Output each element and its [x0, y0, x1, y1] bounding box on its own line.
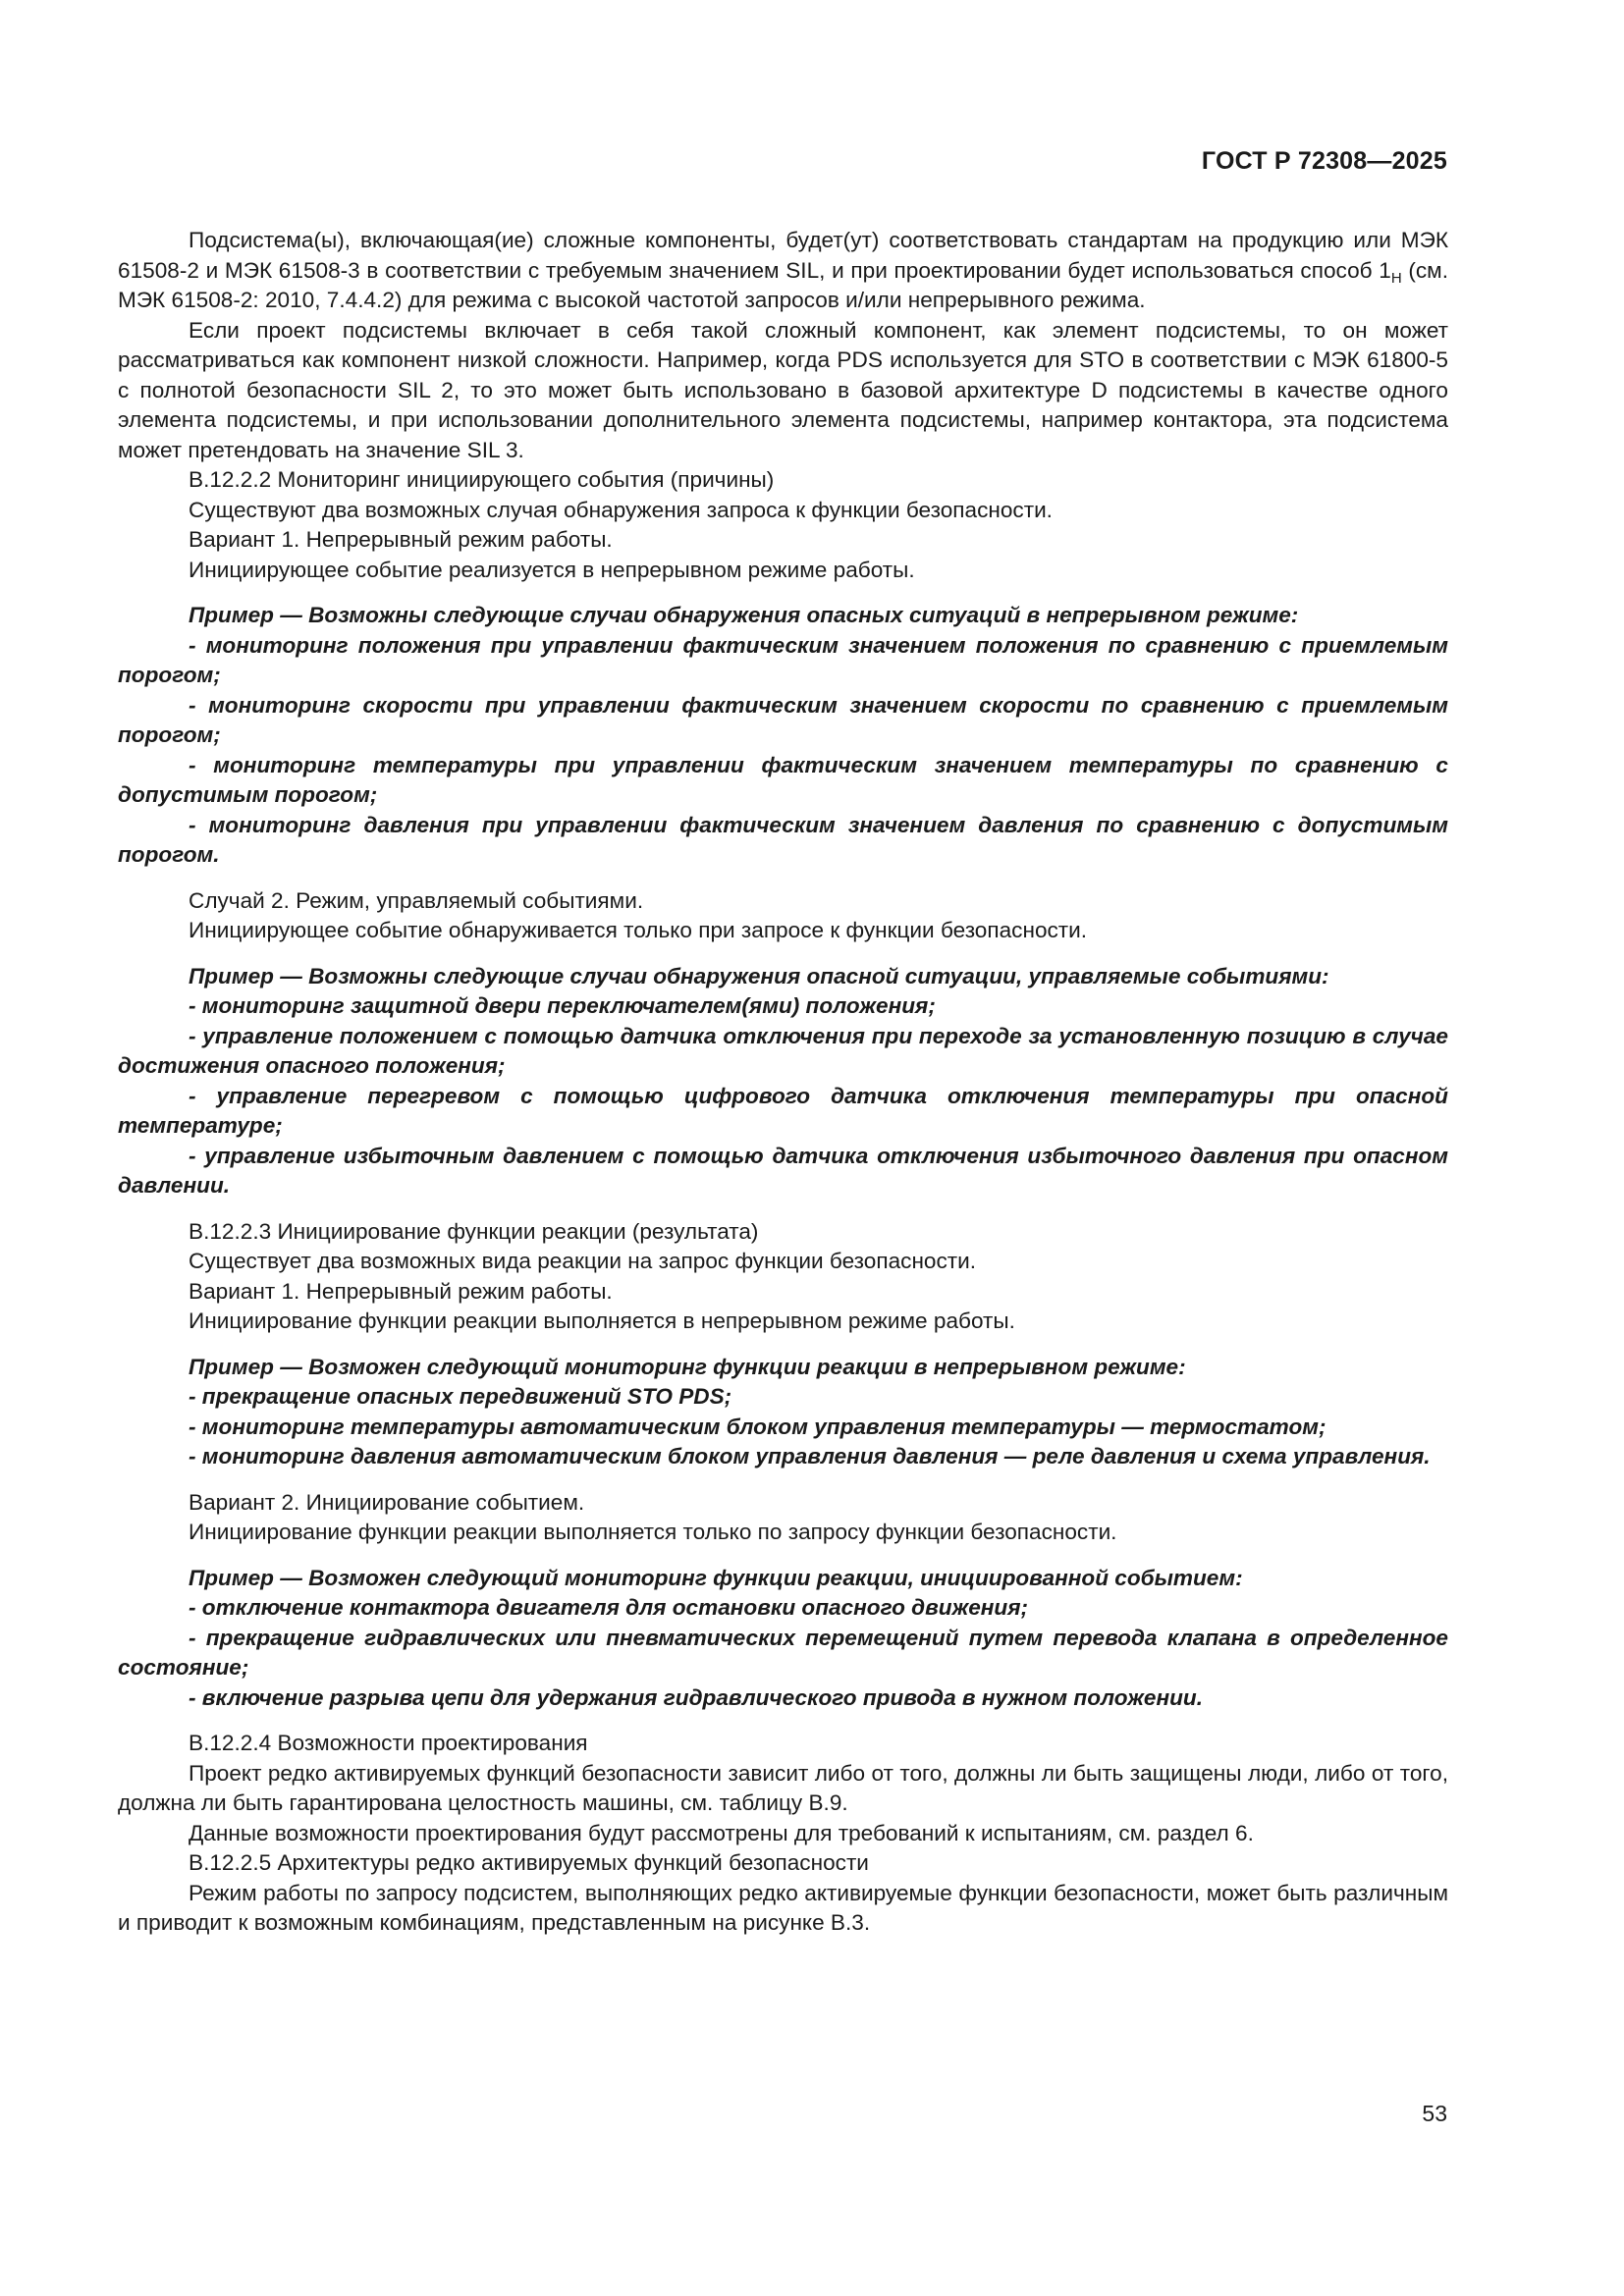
section-heading: В.12.2.2 Мониторинг инициирующего события (причины) — [189, 467, 775, 492]
example-title: Пример — Возможен следующий мониторинг функции реакции в непрерывном режиме: — [189, 1354, 1186, 1379]
example-item: - управление избыточным давлением с помощью датчика отключения избыточного давления при опасном давлении. — [118, 1143, 1448, 1198]
example-item: - мониторинг скорости при управлении фактическим значением скорости по сравнению с приемлемым порогом; — [118, 692, 1448, 747]
paragraph: Если проект подсистемы включает в себя такой сложный компонент, как элемент подсистемы, то он может рассматриваться как компонент низкой сложности. Например, когда PDS используется для STO в соответствии с МЭК 61800-5 с полнотой безопасности SIL 2, то это может быть использовано в базовой архитектуре D подсистемы в качестве одного элемента подсистемы, и при использовании дополнительного элемента подсистемы, например контактора, эта подсистема может претендовать на значение SIL 3. — [118, 317, 1448, 462]
example-item: - управление положением с помощью датчика отключения при переходе за установленную позицию в случае достижения опасного положения; — [118, 1023, 1448, 1078]
paragraph: Инициирующее событие реализуется в непрерывном режиме работы. — [189, 557, 915, 582]
page-body — [118, 226, 1448, 1939]
example-item: - мониторинг температуры автоматическим блоком управления температуры — термостатом; — [189, 1414, 1326, 1439]
paragraph: Случай 2. Режим, управляемый событиями. — [189, 887, 644, 913]
example-item: - мониторинг давления при управлении фактическим значением давления по сравнению с допустимым порогом. — [118, 812, 1448, 867]
paragraph: Данные возможности проектирования будут рассмотрены для требований к испытаниям, см. раздел 6. — [189, 1820, 1254, 1845]
example-title: Пример — Возможны следующие случаи обнаружения опасных ситуаций в непрерывном режиме: — [189, 603, 1299, 627]
example-item: - прекращение гидравлических или пневматических перемещений путем перевода клапана в определенное состояние; — [118, 1625, 1448, 1680]
paragraph: Существуют два возможных случая обнаружения запроса к функции безопасности. — [189, 497, 1053, 522]
document-header: ГОСТ Р 72308—2025 — [1201, 147, 1447, 175]
paragraph: Инициирование функции реакции выполняется только по запросу функции безопасности. — [189, 1520, 1117, 1544]
paragraph: Режим работы по запросу подсистем, выполняющих редко активируемые функции безопасности, может быть различным и приводит к возможным комбинациям, представленным на рисунке В.3. — [118, 1880, 1448, 1935]
example-item: - мониторинг защитной двери переключателем(ями) положения; — [189, 993, 936, 1018]
paragraph: Вариант 1. Непрерывный режим работы. — [189, 527, 613, 552]
section-heading: В.12.2.3 Инициирование функции реакции (результата) — [189, 1218, 759, 1244]
example-title: Пример — Возможен следующий мониторинг функции реакции, инициированной событием: — [189, 1565, 1243, 1590]
example-item: - мониторинг положения при управлении фактическим значением положения по сравнению с приемлемым порогом; — [118, 632, 1448, 687]
page-number: 53 — [1422, 2101, 1447, 2126]
paragraph: Инициирование функции реакции выполняется в непрерывном режиме работы. — [189, 1308, 1015, 1333]
subscript: H — [1390, 269, 1402, 287]
example-item: - мониторинг температуры при управлении фактическим значением температуры по сравнению с допустимым порогом; — [118, 752, 1448, 807]
section-heading: В.12.2.4 Возможности проектирования — [189, 1731, 588, 1755]
section-heading: В.12.2.5 Архитектуры редко активируемых функций безопасности — [189, 1850, 869, 1875]
example-item: - прекращение опасных передвижений STO PDS; — [189, 1384, 732, 1409]
example-item: - отключение контактора двигателя для остановки опасного движения; — [189, 1595, 1029, 1620]
paragraph: Существует два возможных вида реакции на запрос функции безопасности. — [189, 1249, 977, 1273]
paragraph: Инициирующее событие обнаруживается только при запросе к функции безопасности. — [189, 918, 1088, 942]
paragraph: Проект редко активируемых функций безопасности зависит либо от того, должны ли быть защищены люди, либо от того, должна ли быть гарантирована целостность машины, см. таблицу В.9. — [118, 1760, 1448, 1815]
example-title: Пример — Возможны следующие случаи обнаружения опасной ситуации, управляемые событиями: — [189, 963, 1329, 988]
paragraph: Подсистема(ы), включающая(ие) сложные компоненты, будет(ут) соответствовать стандартам на продукцию или МЭК 61508-2 и МЭК 61508-3 в соответствии с требуемым значением SIL, и при проектировании будет использоваться способ $1_H$ (см. МЭК 61508-2: 2010, 7.4.4.2) для режима с высокой частотой запросов и/или непрерывного режима. — [118, 228, 1448, 312]
example-item: - управление перегревом с помощью цифрового датчика отключения температуры при опасной температуре; — [118, 1083, 1448, 1138]
example-item: - мониторинг давления автоматическим блоком управления давления — реле давления и схема управления. — [189, 1444, 1431, 1468]
paragraph: Вариант 2. Инициирование событием. — [189, 1489, 585, 1515]
paragraph: Вариант 1. Непрерывный режим работы. — [189, 1278, 613, 1304]
example-item: - включение разрыва цепи для удержания гидравлического привода в нужном положении. — [189, 1684, 1204, 1710]
